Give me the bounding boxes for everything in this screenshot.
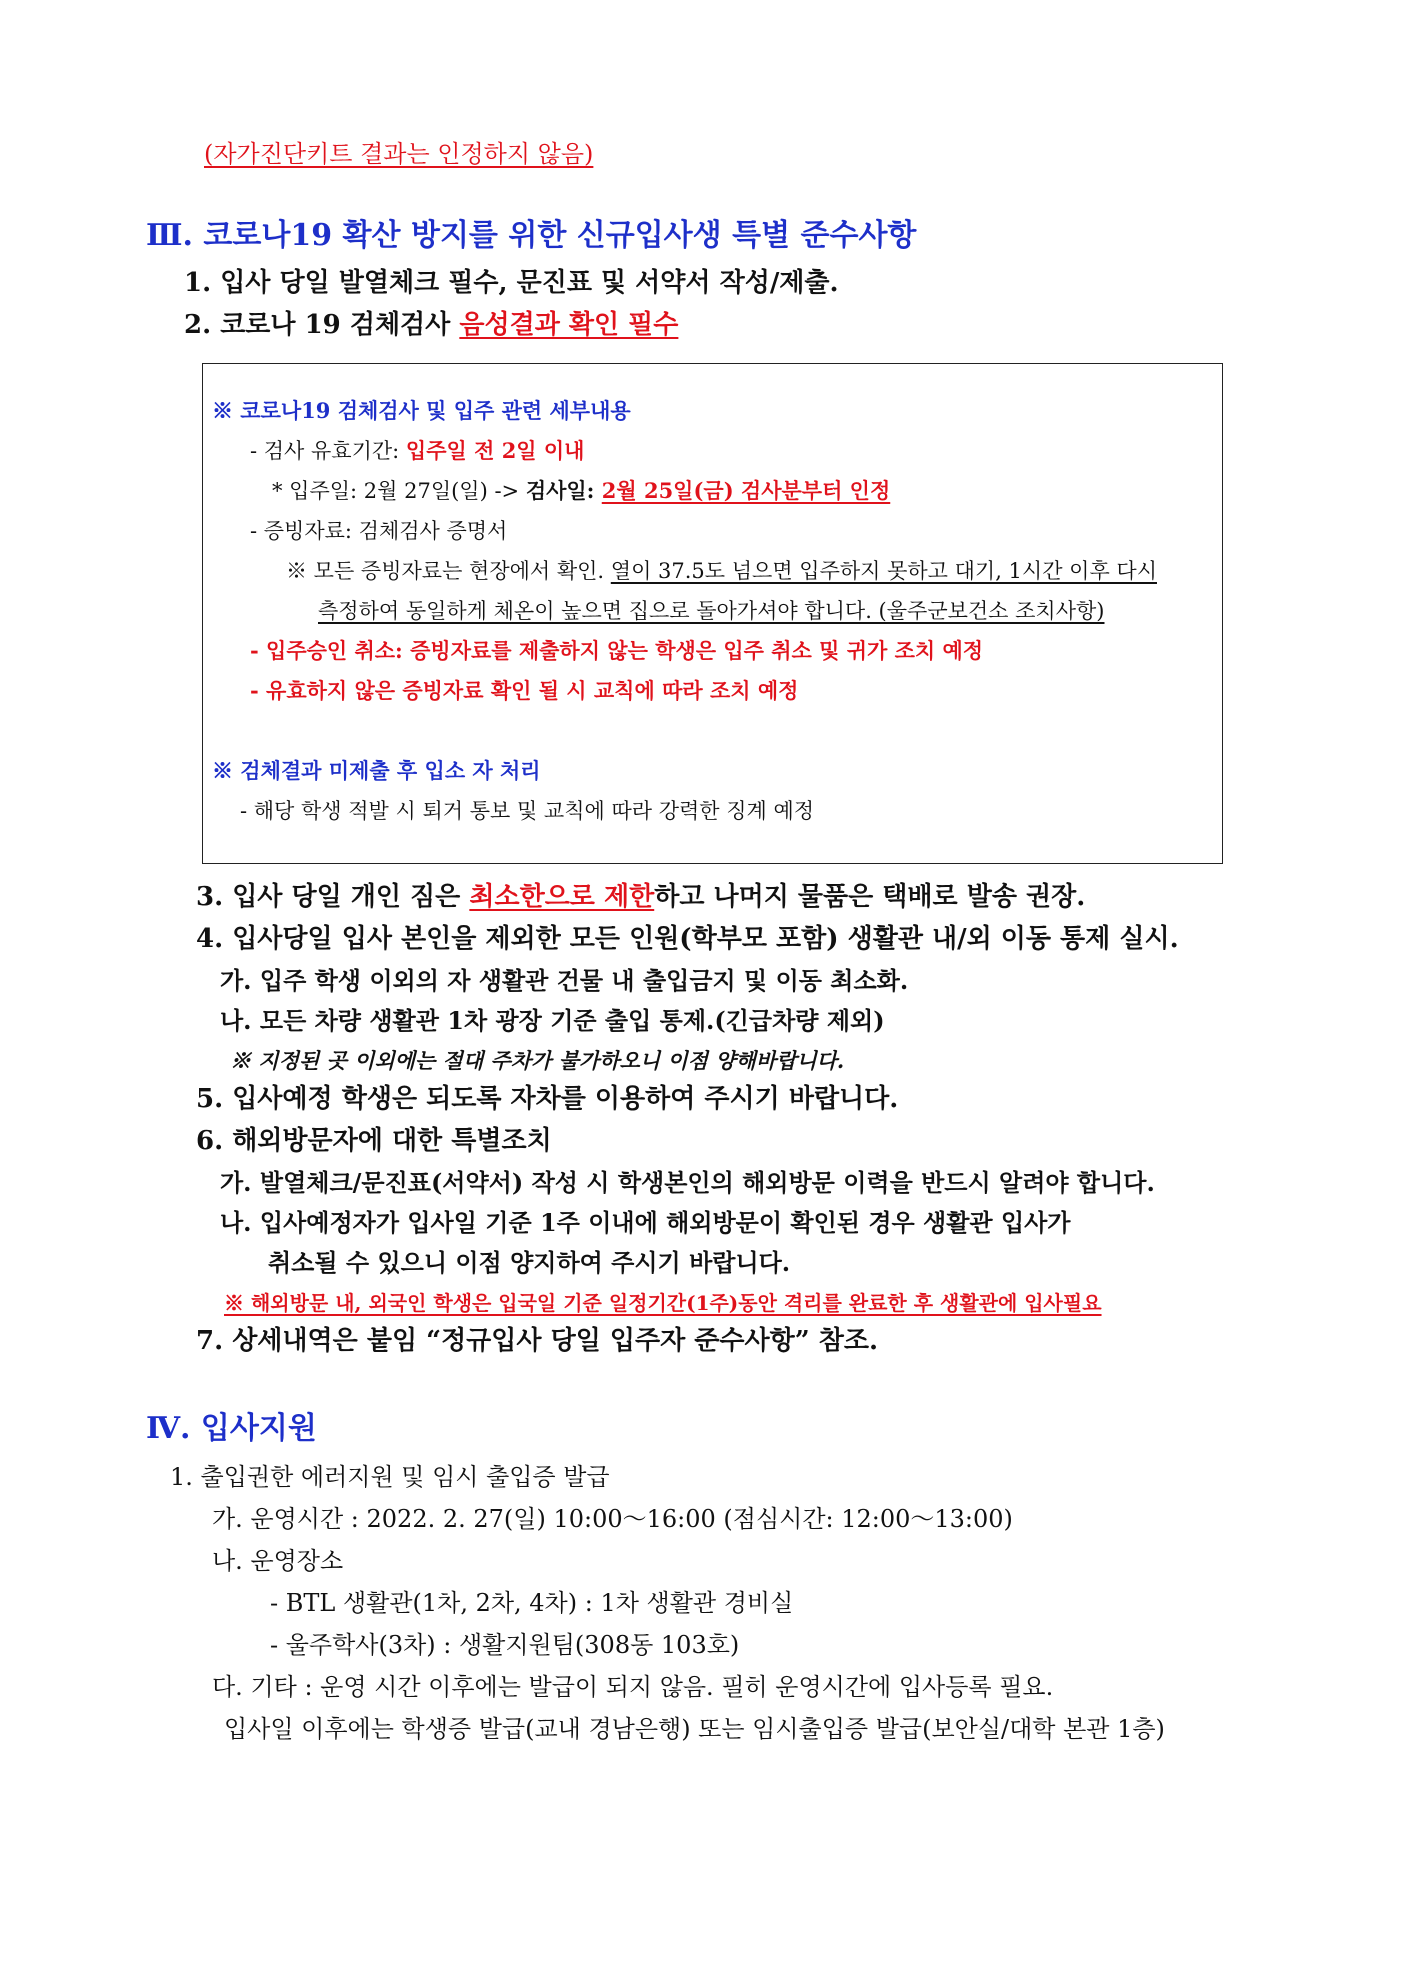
sec4-na-place-1: - BTL 생활관(1차, 2차, 4차) : 1차 생활관 경비실 [270, 1589, 794, 1617]
box-line-test-date [272, 476, 890, 506]
section-4-title: Ⅳ. 입사지원 [146, 1411, 317, 1446]
box-line-validity [250, 436, 584, 466]
box-line-check-1 [286, 556, 1157, 586]
check-prefix: ※ 모든 증빙자료는 현장에서 확인. [286, 559, 611, 583]
sec3-item-4-note: ※ 지정된 곳 이외에는 절대 주차가 불가하오니 이점 양해바랍니다. [230, 1048, 845, 1073]
sec4-item-1: 1. 출입권한 에러지원 및 임시 출입증 발급 [170, 1463, 610, 1491]
test-date-label: 검사일: [525, 478, 602, 503]
sec4-na-place: 나. 운영장소 [212, 1547, 344, 1575]
validity-label: - 검사 유효기간: [250, 439, 406, 463]
sec4-ga-hours: 가. 운영시간 : 2022. 2. 27(일) 10:00～16:00 (점심시간: 12:00～13:00) [212, 1505, 1013, 1533]
test-date-value: 2월 25일(금) 검사분부터 인정 [601, 478, 891, 503]
sec3-item-3-suffix: 하고 나머지 물품은 택배로 발송 권장. [654, 882, 1086, 912]
sec3-item-7: 7. 상세내역은 붙임 “정규입사 당일 입주자 준수사항” 참조. [196, 1326, 879, 1356]
sec3-item-6-ga: 가. 발열체크/문진표(서약서) 작성 시 학생본인의 해외방문 이력을 반드시 알려야 합니다. [220, 1168, 1155, 1197]
box-heading-1: ※ 코로나19 검체검사 및 입주 관련 세부내용 [212, 398, 631, 423]
sec3-item-2-emphasis: 음성결과 확인 필수 [459, 310, 679, 340]
sec4-da-etc-1: 다. 기타 : 운영 시간 이후에는 발급이 되지 않음. 필히 운영시간에 입사등록 필요. [212, 1673, 1054, 1701]
section-3-title: Ⅲ. 코로나19 확산 방지를 위한 신규입사생 특별 준수사항 [146, 218, 917, 253]
top-note: (자가진단키트 결과는 인정하지 않음) [204, 140, 594, 168]
sec4-da-etc-2: 입사일 이후에는 학생증 발급(교내 경남은행) 또는 임시출입증 발급(보안실/대학 본관 1층) [224, 1715, 1165, 1743]
sec3-item-4-na: 나. 모든 차량 생활관 1차 광장 기준 출입 통제.(긴급차량 제외) [220, 1006, 885, 1035]
sec3-item-3-emphasis: 최소한으로 제한 [469, 882, 655, 912]
box-line-cancel: - 입주승인 취소: 증빙자료를 제출하지 않는 학생은 입주 취소 및 귀가 조치 예정 [250, 638, 984, 663]
box-heading-2: ※ 검체결과 미제출 후 입소 자 처리 [212, 758, 541, 783]
sec3-item-6-na-1: 나. 입사예정자가 입사일 기준 1주 이내에 해외방문이 확인된 경우 생활관 입사가 [220, 1208, 1071, 1237]
box-line-invalid: - 유효하지 않은 증빙자료 확인 될 시 교칙에 따라 조치 예정 [250, 678, 799, 703]
check-underlined: 열이 37.5도 넘으면 입주하지 못하고 대기, 1시간 이후 다시 [610, 559, 1157, 583]
sec3-item-3-prefix: 3. 입사 당일 개인 짐은 [196, 882, 470, 912]
sec3-item-6: 6. 해외방문자에 대한 특별조치 [196, 1126, 552, 1156]
sec4-na-place-2: - 울주학사(3차) : 생활지원팀(308동 103호) [270, 1631, 740, 1659]
sec3-item-6-note: ※ 해외방문 내, 외국인 학생은 입국일 기준 일정기간(1주)동안 격리를 완료한 후 생활관에 입사필요 [224, 1291, 1102, 1315]
validity-value: 입주일 전 2일 이내 [405, 438, 585, 463]
sec3-item-4-ga: 가. 입주 학생 이외의 자 생활관 건물 내 출입금지 및 이동 최소화. [220, 966, 909, 995]
sec3-item-3 [196, 880, 1085, 914]
sec3-item-1: 1. 입사 당일 발열체크 필수, 문진표 및 서약서 작성/제출. [184, 268, 839, 298]
sec3-item-2-prefix: 2. 코로나 19 검체검사 [184, 310, 460, 340]
box-line-discipline: - 해당 학생 적발 시 퇴거 통보 및 교칙에 따라 강력한 징계 예정 [240, 799, 815, 823]
sec3-item-2 [184, 308, 678, 342]
move-in-date: * 입주일: 2월 27일(일) -> [272, 479, 526, 503]
box-line-check-2: 측정하여 동일하게 체온이 높으면 집으로 돌아가셔야 합니다. (울주군보건소 조치사항) [318, 599, 1105, 623]
sec3-item-5: 5. 입사예정 학생은 되도록 자차를 이용하여 주시기 바랍니다. [196, 1084, 899, 1114]
sec3-item-4: 4. 입사당일 입사 본인을 제외한 모든 인원(학부모 포함) 생활관 내/외 이동 통제 실시. [196, 924, 1179, 954]
sec3-item-6-na-2: 취소될 수 있으니 이점 양지하여 주시기 바랍니다. [268, 1248, 791, 1277]
box-line-evidence: - 증빙자료: 검체검사 증명서 [250, 519, 508, 543]
